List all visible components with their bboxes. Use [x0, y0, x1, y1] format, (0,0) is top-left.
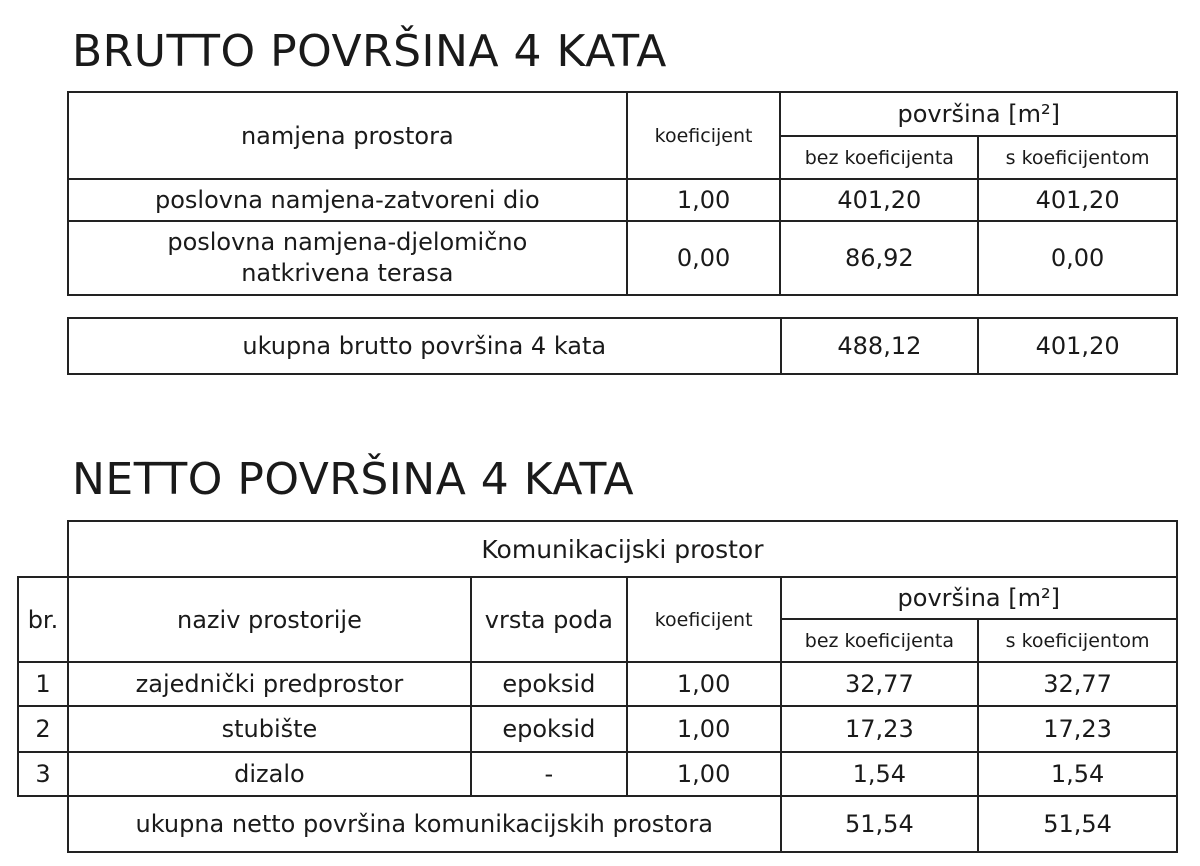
cell-s: 17,23: [978, 706, 1177, 752]
header-s-koeficijentom: s koeficijentom: [978, 136, 1177, 179]
cell-namjena: poslovna namjena-zatvoreni dio: [68, 179, 627, 221]
header-s-koeficijentom: s koeficijentom: [978, 619, 1177, 662]
cell-namjena-line1: poslovna namjena-djelomično: [167, 227, 528, 256]
cell-br: 1: [18, 662, 68, 706]
cell-koeficijent: 1,00: [627, 752, 781, 796]
cell-br: 2: [18, 706, 68, 752]
cell-s: 0,00: [978, 221, 1177, 295]
header-naziv: naziv prostorije: [68, 577, 471, 662]
cell-koeficijent: 1,00: [627, 662, 781, 706]
cell-naziv: stubište: [68, 706, 471, 752]
cell-s: 1,54: [978, 752, 1177, 796]
cell-naziv: zajednički predprostor: [68, 662, 471, 706]
cell-bez: 401,20: [780, 179, 978, 221]
header-koeficijent: koeficijent: [627, 92, 781, 179]
total-label: ukupna brutto površina 4 kata: [68, 318, 781, 374]
cell-naziv: dizalo: [68, 752, 471, 796]
cell-bez: 32,77: [781, 662, 979, 706]
cell-koeficijent: 1,00: [627, 706, 781, 752]
table-row: [68, 179, 1177, 221]
cell-s: 401,20: [978, 179, 1177, 221]
header-namjena: namjena prostora: [68, 92, 627, 179]
total-bez: 51,54: [781, 796, 979, 852]
netto-title: NETTO POVRŠINA 4 KATA: [72, 454, 635, 505]
header-bez-koeficijenta: bez koeficijenta: [780, 136, 978, 179]
header-bez-koeficijenta: bez koeficijenta: [781, 619, 979, 662]
brutto-total-table: [67, 317, 1178, 375]
cell-koeficijent: 1,00: [627, 179, 781, 221]
table-row: [18, 752, 1177, 796]
cell-br: 3: [18, 752, 68, 796]
brutto-table: [67, 91, 1178, 296]
header-vrsta-poda: vrsta poda: [471, 577, 627, 662]
table-row: [18, 706, 1177, 752]
cell-s: 32,77: [978, 662, 1177, 706]
total-label: ukupna netto površina komunikacijskih prostora: [68, 796, 781, 852]
cell-vrsta: epoksid: [471, 706, 627, 752]
total-s: 51,54: [978, 796, 1177, 852]
cell-vrsta: epoksid: [471, 662, 627, 706]
table-row: [18, 662, 1177, 706]
header-povrsina: površina [m²]: [780, 92, 1177, 136]
total-row: [18, 796, 1177, 852]
cell-namjena: [68, 221, 627, 295]
cell-namjena-line2: natkrivena terasa: [241, 259, 454, 287]
cell-bez: 17,23: [781, 706, 979, 752]
cell-bez: 1,54: [781, 752, 979, 796]
cell-koeficijent: 0,00: [627, 221, 781, 295]
netto-table: [17, 520, 1178, 853]
section-title: Komunikacijski prostor: [68, 521, 1177, 577]
header-br: br.: [18, 577, 68, 662]
header-povrsina: površina [m²]: [781, 577, 1177, 619]
header-koeficijent: koeficijent: [627, 577, 781, 662]
total-row: [68, 318, 1177, 374]
total-s: 401,20: [978, 318, 1177, 374]
table-row: [68, 221, 1177, 295]
brutto-title: BRUTTO POVRŠINA 4 KATA: [72, 26, 667, 77]
cell-bez: 86,92: [780, 221, 978, 295]
cell-vrsta: -: [471, 752, 627, 796]
total-bez: 488,12: [781, 318, 979, 374]
